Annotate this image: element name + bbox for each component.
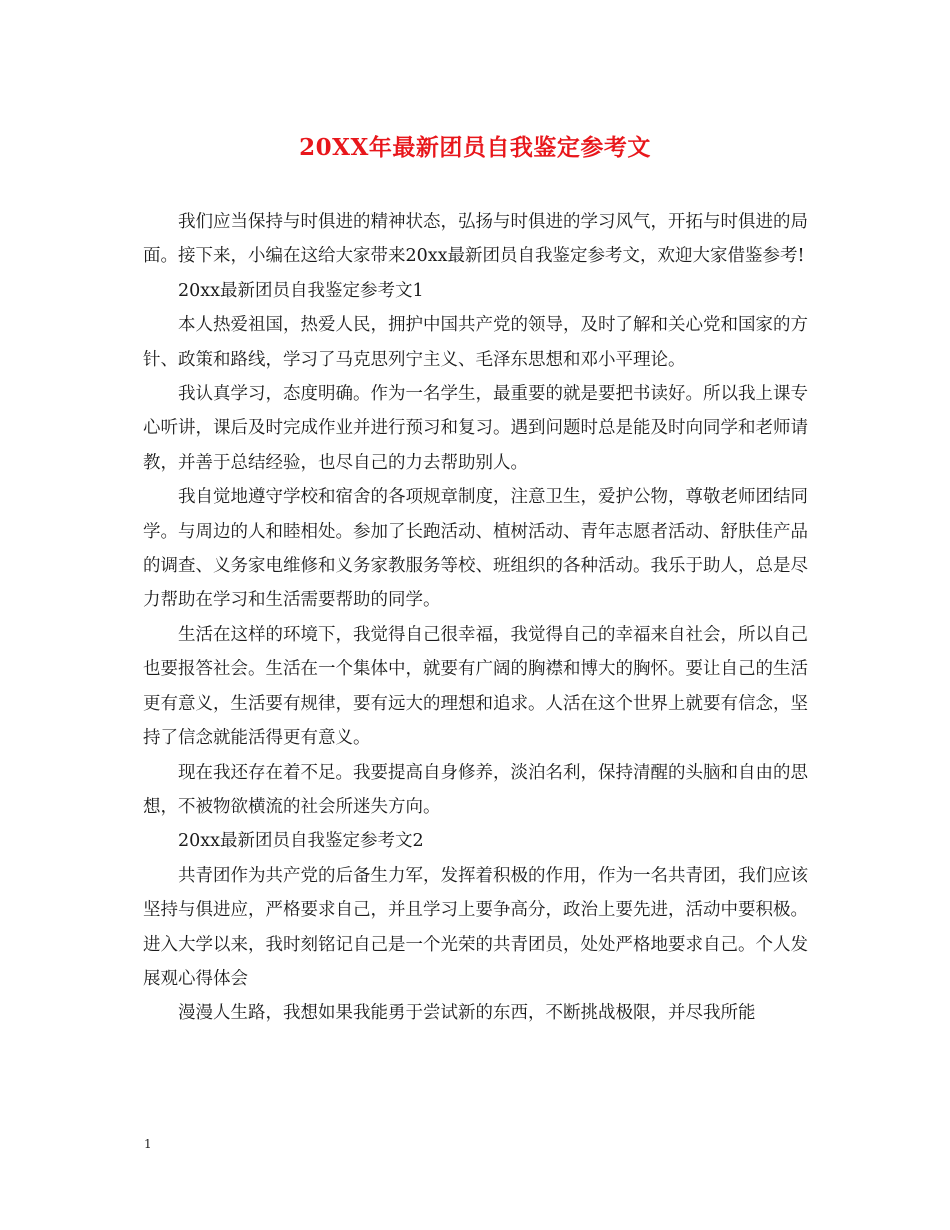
document-body bbox=[143, 205, 808, 1031]
body-paragraph: 我认真学习，态度明确。作为一名学生，最重要的就是要把书读好。所以我上课专心听讲，课后及时完成作业并进行预习和复习。遇到问题时总是能及时向同学和老师请教，并善于总结经验，也尽自己的力去帮助别人。 bbox=[143, 384, 808, 473]
body-paragraph: 漫漫人生路，我想如果我能勇于尝试新的东西，不断挑战极限，并尽我所能 bbox=[178, 1003, 756, 1024]
section-heading-1: 20xx最新团员自我鉴定参考文1 bbox=[178, 280, 424, 301]
body-paragraph: 现在我还存在着不足。我要提高自身修养，淡泊名利，保持清醒的头脑和自由的思想，不被物欲横流的社会所迷失方向。 bbox=[143, 762, 808, 817]
document-title: 20XX年最新团员自我鉴定参考文 bbox=[299, 134, 651, 161]
intro-paragraph: 我们应当保持与时俱进的精神状态，弘扬与时俱进的学习风气，开拓与时俱进的局面。接下来，小编在这给大家带来20xx最新团员自我鉴定参考文，欢迎大家借鉴参考! bbox=[143, 212, 808, 267]
body-paragraph: 我自觉地遵守学校和宿舍的各项规章制度，注意卫生，爱护公物，尊敬老师团结同学。与周边的人和睦相处。参加了长跑活动、植树活动、青年志愿者活动、舒肤佳产品的调查、义务家电维修和义务家教服务等校、班组织的各种活动。我乐于助人，总是尽力帮助在学习和生活需要帮助的同学。 bbox=[143, 487, 808, 611]
section-heading-2: 20xx最新团员自我鉴定参考文2 bbox=[178, 831, 424, 852]
page-number: 1 bbox=[144, 1137, 152, 1151]
body-paragraph: 生活在这样的环境下，我觉得自己很幸福，我觉得自己的幸福来自社会，所以自己也要报答社会。生活在一个集体中，就要有广阔的胸襟和博大的胸怀。要让自己的生活更有意义，生活要有规律，要有远大的理想和追求。人活在这个世界上就要有信念，坚持了信念就能活得更有意义。 bbox=[143, 624, 808, 749]
body-paragraph: 本人热爱祖国，热爱人民，拥护中国共产党的领导，及时了解和关心党和国家的方针、政策和路线，学习了马克思列宁主义、毛泽东思想和邓小平理论。 bbox=[143, 315, 808, 370]
body-paragraph: 共青团作为共产党的后备生力军，发挥着积极的作用，作为一名共青团，我们应该坚持与俱进应，严格要求自己，并且学习上要争高分，政治上要先进，活动中要积极。进入大学以来，我时刻铭记自己是一个光荣的共青团员，处处严格地要求自己。个人发展观心得体会 bbox=[143, 865, 808, 989]
